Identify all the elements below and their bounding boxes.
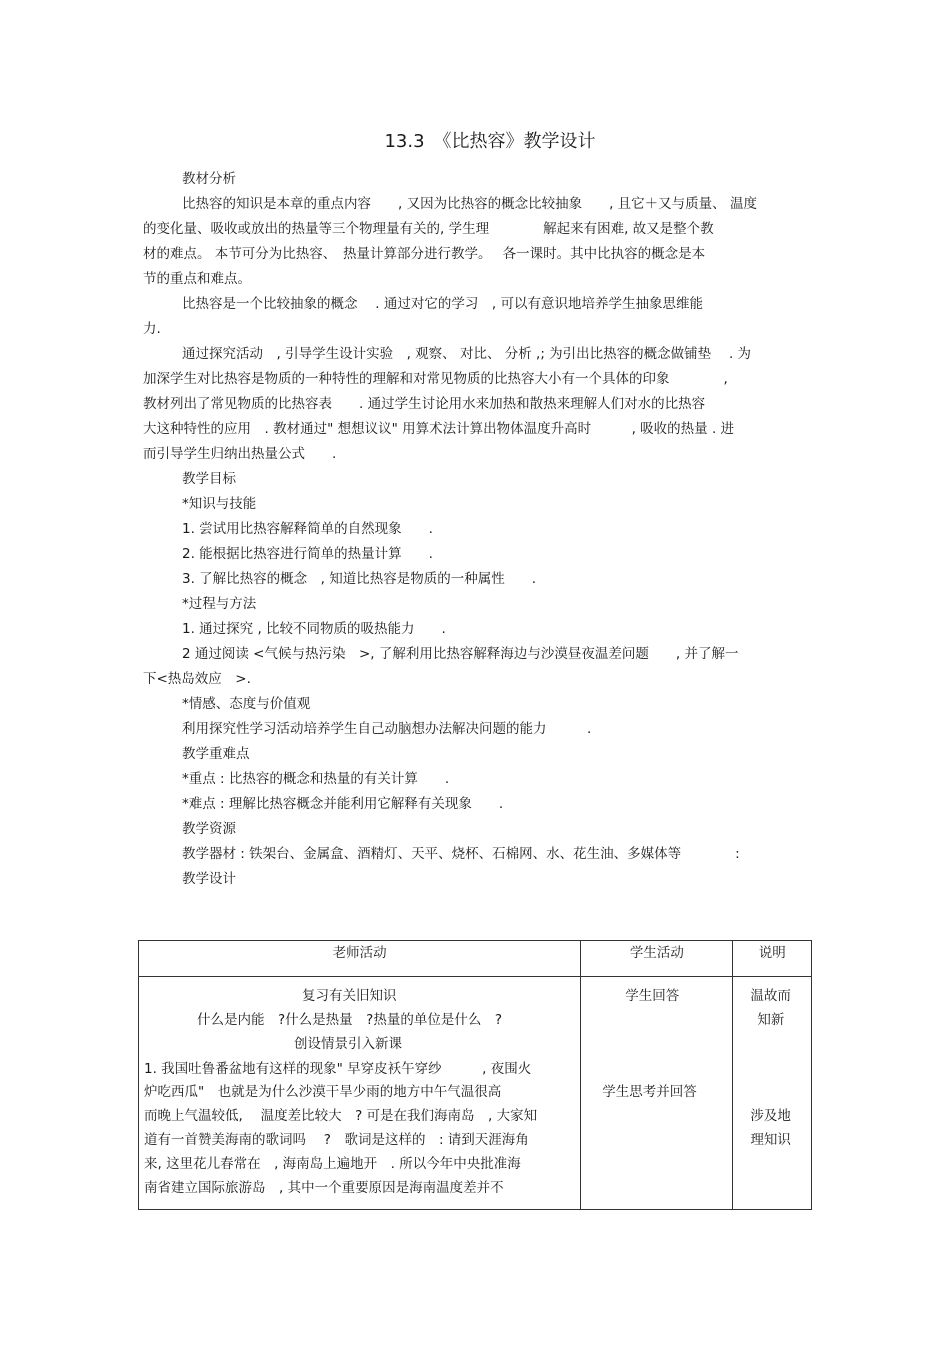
cell-line: 知新: [757, 1012, 785, 1028]
heading-material-analysis: 教材分析: [182, 171, 236, 187]
paragraph-line: 比热容是一个比较抽象的概念 . 通过对它的学习 , 可以有意识地培养学生抽象思维能: [182, 296, 703, 312]
paragraph-line: 教学器材 : 铁架台、金属盒、酒精灯、天平、烧杯、石棉网、水、花生油、多媒体等 :: [182, 846, 740, 862]
cell-line: 南省建立国际旅游岛 , 其中一个重要原因是海南温度差并不: [144, 1180, 504, 1196]
cell-line: 道有一首赞美海南的歌词吗 ? 歌词是这样的 : 请到天涯海角: [144, 1132, 529, 1148]
paragraph-line: 教材列出了常见物质的比热容表 . 通过学生讨论用水来加热和散热来理解人们对水的比热容: [143, 396, 706, 412]
cell-line: 复习有关旧知识: [302, 988, 397, 1004]
subheading: *过程与方法: [182, 596, 257, 612]
header-student-activity: 学生活动: [581, 941, 733, 977]
list-item: *难点 : 理解比热容概念并能利用它解释有关现象 .: [182, 796, 504, 812]
paragraph-line: 的变化量、吸收或放出的热量等三个物理量有关的, 学生理 解起来有困难, 故又是整个教: [143, 221, 714, 237]
cell-line: 创设情景引入新课: [294, 1036, 402, 1052]
subheading: *情感、态度与价值观: [182, 696, 311, 712]
header-teacher-activity: 老师活动: [139, 941, 581, 977]
cell-line: 1. 我国吐鲁番盆地有这样的现象" 早穿皮袄午穿纱 , 夜围火: [144, 1061, 532, 1077]
page-title: 13.3 《比热容》教学设计: [384, 131, 596, 152]
paragraph-line: 而引导学生归纳出热量公式 .: [143, 446, 337, 462]
cell-line: 理知识: [750, 1132, 791, 1148]
notes-cell: [733, 977, 812, 1210]
cell-line: 温故而: [750, 988, 791, 1004]
heading-resources: 教学资源: [182, 821, 236, 837]
cell-line: 什么是内能 ?什么是热量 ?热量的单位是什么 ?: [197, 1012, 502, 1028]
paragraph-line: 大这种特性的应用 . 教材通过" 想想议议" 用算术法计算出物体温度升高时 , 吸收的热量 . 进: [143, 421, 735, 437]
list-item: 下<热岛效应 >.: [143, 671, 251, 687]
list-item: 2 通过阅读 <气候与热污染 >, 了解利用比热容解释海边与沙漠昼夜温差问题 , 并了解一: [182, 646, 739, 662]
cell-line: 而晚上气温较低, 温度差比较大 ? 可是在我们海南岛 , 大家知: [144, 1108, 538, 1124]
cell-line: 学生回答: [625, 988, 680, 1004]
cell-line: 来, 这里花儿春常在 , 海南岛上遍地开 . 所以今年中央批准海: [144, 1156, 521, 1172]
list-item: 2. 能根据比热容进行简单的热量计算 .: [182, 546, 433, 562]
teacher-activity-cell: [139, 977, 581, 1210]
list-item: 3. 了解比热容的概念 , 知道比热容是物质的一种属性 .: [182, 571, 537, 587]
cell-line: 炉吃西瓜" 也就是为什么沙漠干旱少雨的地方中午气温很高: [144, 1084, 502, 1100]
paragraph-line: 利用探究性学习活动培养学生自己动脑想办法解决问题的能力 .: [182, 721, 592, 737]
cell-line: 涉及地: [750, 1108, 791, 1124]
paragraph-line: 比热容的知识是本章的重点内容 , 又因为比热容的概念比较抽象 , 且它＋又与质量、 温度: [182, 196, 757, 212]
paragraph-line: 材的难点。 本节可分为比热容、 热量计算部分进行教学。 各一课时。其中比执容的概念是本: [143, 246, 706, 262]
list-item: 1. 尝试用比热容解释简单的自然现象 .: [182, 521, 433, 537]
heading-design: 教学设计: [182, 871, 236, 887]
cell-line: 学生思考并回答: [602, 1084, 697, 1100]
paragraph-line: 力.: [143, 321, 161, 337]
table-row: [139, 977, 812, 1210]
table-header-row: [139, 941, 812, 977]
heading-key-points: 教学重难点: [182, 746, 250, 762]
design-table: [138, 940, 812, 1210]
paragraph-line: 通过探究活动 , 引导学生设计实验 , 观察、 对比、 分析 ,; 为引出比热容的概念做铺垫 . 为: [182, 346, 752, 362]
paragraph-line: 节的重点和难点。: [143, 271, 251, 287]
list-item: *重点 : 比热容的概念和热量的有关计算 .: [182, 771, 450, 787]
list-item: 1. 通过探究 , 比较不同物质的吸热能力 .: [182, 621, 446, 637]
paragraph-line: 加深学生对比热容是物质的一种特性的理解和对常见物质的比热容大小有一个具体的印象 ,: [143, 371, 728, 387]
subheading: *知识与技能: [182, 496, 257, 512]
student-activity-cell: [581, 977, 733, 1210]
heading-teaching-goals: 教学目标: [182, 471, 236, 487]
header-notes: 说明: [733, 941, 812, 977]
